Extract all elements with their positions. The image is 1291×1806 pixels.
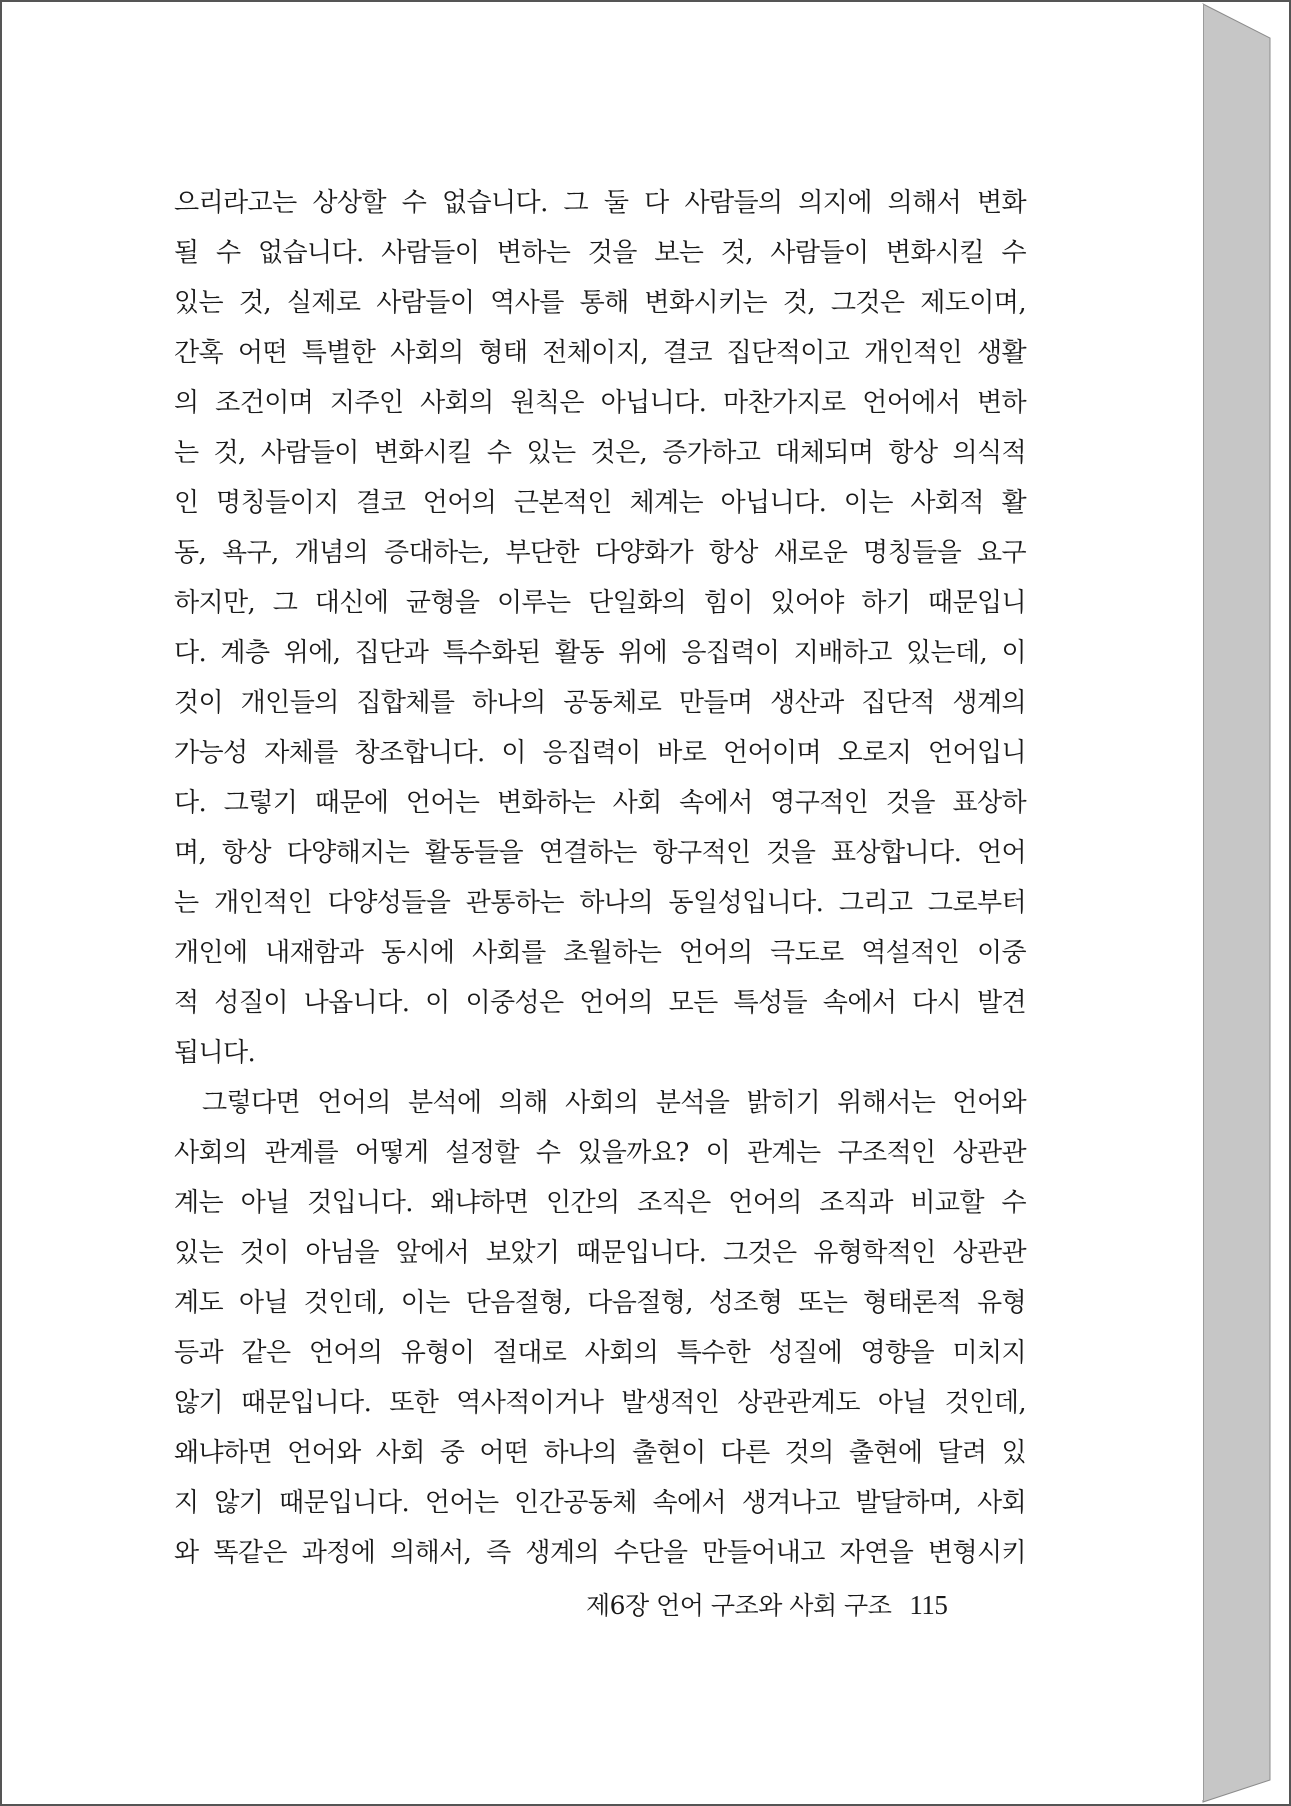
paragraph-2 <box>174 1078 1026 1578</box>
book-page <box>6 4 1204 1800</box>
text-line: 계도 아닐 것인데, 이는 단음절형, 다음절형, 성조형 또는 형태론적 유형 <box>174 1288 1026 1318</box>
page-footer <box>586 1586 947 1622</box>
text-line: 될 수 없습니다. 사람들이 변하는 것을 보는 것, 사람들이 변화시킬 수 <box>174 238 1026 268</box>
text-line: 됩니다. <box>174 1038 256 1068</box>
text-line: 인 명칭들이지 결코 언어의 근본적인 체계는 아닙니다. 이는 사회적 활 <box>174 488 1026 518</box>
text-line: 는 개인적인 다양성들을 관통하는 하나의 동일성입니다. 그리고 그로부터 <box>174 888 1026 918</box>
text-line: 있는 것이 아님을 앞에서 보았기 때문입니다. 그것은 유형학적인 상관관 <box>174 1238 1026 1268</box>
page-edge-shadow <box>1203 4 1270 1802</box>
paragraph-1 <box>174 178 1026 1078</box>
text-line: 등과 같은 언어의 유형이 절대로 사회의 특수한 성질에 영향을 미치지 <box>174 1338 1026 1368</box>
text-line: 가능성 자체를 창조합니다. 이 응집력이 바로 언어이며 오로지 언어입니 <box>174 738 1026 768</box>
body-text <box>174 178 1026 1578</box>
page-number: 115 <box>909 1590 948 1620</box>
text-line: 않기 때문입니다. 또한 역사적이거나 발생적인 상관관계도 아닐 것인데, <box>174 1388 1026 1418</box>
text-line: 사회의 관계를 어떻게 설정할 수 있을까요? 이 관계는 구조적인 상관관 <box>174 1138 1026 1168</box>
text-line: 는 것, 사람들이 변화시킬 수 있는 것은, 증가하고 대체되며 항상 의식적 <box>174 438 1026 468</box>
text-line: 며, 항상 다양해지는 활동들을 연결하는 항구적인 것을 표상합니다. 언어 <box>174 838 1026 868</box>
text-line: 왜냐하면 언어와 사회 중 어떤 하나의 출현이 다른 것의 출현에 달려 있 <box>174 1438 1026 1468</box>
text-line: 있는 것, 실제로 사람들이 역사를 통해 변화시키는 것, 그것은 제도이며, <box>174 288 1026 318</box>
text-line: 간혹 어떤 특별한 사회의 형태 전체이지, 결코 집단적이고 개인적인 생활 <box>174 338 1026 368</box>
text-line: 하지만, 그 대신에 균형을 이루는 단일화의 힘이 있어야 하기 때문입니 <box>174 588 1026 618</box>
text-line: 개인에 내재함과 동시에 사회를 초월하는 언어의 극도로 역설적인 이중 <box>174 938 1026 968</box>
running-title: 제6장 언어 구조와 사회 구조 <box>586 1591 892 1620</box>
text-line: 다. 그렇기 때문에 언어는 변화하는 사회 속에서 영구적인 것을 표상하 <box>174 788 1026 818</box>
text-line: 그렇다면 언어의 분석에 의해 사회의 분석을 밝히기 위해서는 언어와 <box>202 1088 1026 1118</box>
text-line: 것이 개인들의 집합체를 하나의 공동체로 만들며 생산과 집단적 생계의 <box>174 688 1026 718</box>
text-line: 다. 계층 위에, 집단과 특수화된 활동 위에 응집력이 지배하고 있는데, 이 <box>174 638 1026 668</box>
text-line: 의 조건이며 지주인 사회의 원칙은 아닙니다. 마찬가지로 언어에서 변하 <box>174 388 1026 418</box>
text-line: 지 않기 때문입니다. 언어는 인간공동체 속에서 생겨나고 발달하며, 사회 <box>174 1488 1026 1518</box>
text-line: 으리라고는 상상할 수 없습니다. 그 둘 다 사람들의 의지에 의해서 변화 <box>174 188 1026 218</box>
text-line: 적 성질이 나옵니다. 이 이중성은 언어의 모든 특성들 속에서 다시 발견 <box>174 988 1026 1018</box>
text-line: 계는 아닐 것입니다. 왜냐하면 인간의 조직은 언어의 조직과 비교할 수 <box>174 1188 1026 1218</box>
text-line: 동, 욕구, 개념의 증대하는, 부단한 다양화가 항상 새로운 명칭들을 요구 <box>174 538 1026 568</box>
text-line: 와 똑같은 과정에 의해서, 즉 생계의 수단을 만들어내고 자연을 변형시키 <box>174 1538 1026 1568</box>
